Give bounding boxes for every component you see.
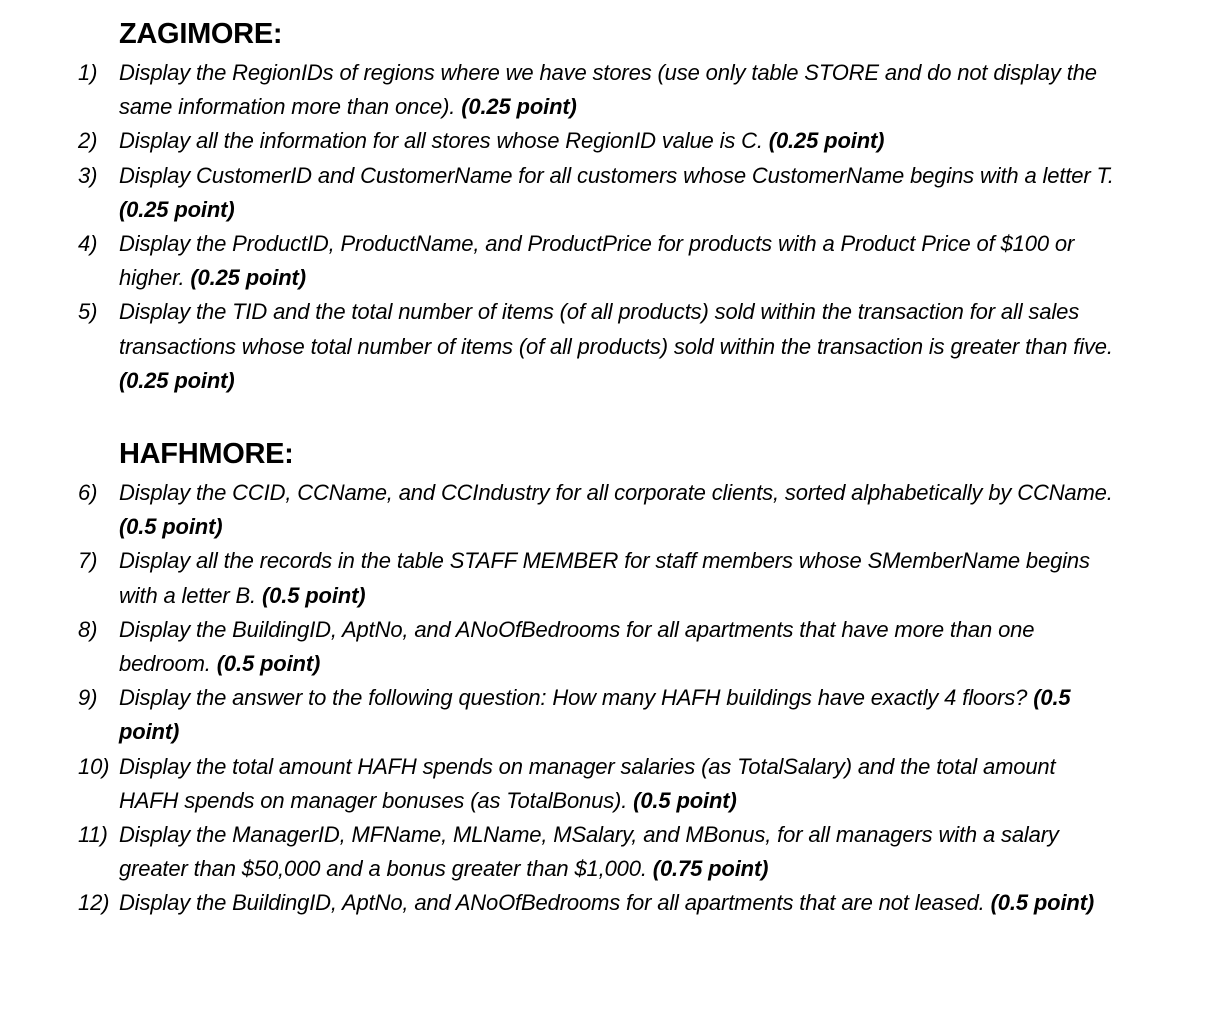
question-item-2 bbox=[78, 124, 1118, 158]
question-text: Display the TID and the total number of items (of all products) sold within the transaction for all sales transactions whose total number of items (of all products) sold within the transaction is greater than five. bbox=[119, 299, 1113, 359]
question-number: 5) bbox=[78, 299, 98, 325]
question-item-12 bbox=[78, 886, 1118, 920]
question-text: Display the CCID, CCName, and CCIndustry for all corporate clients, sorted alphabetically by CCName. bbox=[119, 480, 1113, 505]
question-number: 4) bbox=[78, 231, 98, 257]
question-points: (0.75 point) bbox=[652, 856, 769, 882]
question-number: 9) bbox=[78, 685, 98, 711]
question-number: 1) bbox=[78, 60, 98, 85]
question-points: (0.25 point) bbox=[768, 128, 885, 154]
question-item-4 bbox=[78, 227, 1118, 295]
question-text: Display the RegionIDs of regions where we have stores (use only table STORE and do not display the same information more than once). bbox=[119, 60, 1097, 120]
section-title-zagimore: ZAGIMORE: bbox=[119, 18, 283, 50]
question-number: 8) bbox=[78, 616, 98, 642]
question-item-8 bbox=[78, 613, 1118, 681]
question-text: Display the answer to the following question: How many HAFH buildings have exactly 4 floors? bbox=[119, 685, 1028, 711]
question-text: Display all the records in the table STAFF MEMBER for staff members whose SMemberName begins with a letter B. bbox=[119, 548, 1090, 608]
question-points: (0.25 point) bbox=[190, 265, 306, 291]
question-list-zagimore bbox=[78, 56, 1118, 398]
question-points: (0.5 point) bbox=[261, 582, 366, 608]
question-points: (0.5 point) bbox=[119, 685, 1071, 745]
question-text: Display the ProductID, ProductName, and ProductPrice for products with a Product Price of $100 or higher. bbox=[119, 231, 1075, 291]
question-points: (0.5 point) bbox=[990, 890, 1095, 916]
question-points: (0.5 point) bbox=[119, 514, 223, 540]
question-text: Display the BuildingID, AptNo, and ANoOfBedrooms for all apartments that have more than one bedroom. bbox=[119, 616, 1035, 677]
question-number: 2) bbox=[78, 128, 98, 154]
question-item-11 bbox=[78, 818, 1118, 886]
question-points: (0.5 point) bbox=[633, 787, 737, 813]
question-item-10 bbox=[78, 750, 1118, 818]
question-number: 11) bbox=[78, 822, 108, 848]
question-text: Display CustomerID and CustomerName for all customers whose CustomerName begins with a letter T. bbox=[119, 162, 1114, 188]
question-points: (0.25 point) bbox=[119, 196, 235, 222]
question-item-1 bbox=[78, 56, 1118, 124]
question-list-hafhmore bbox=[78, 476, 1118, 921]
question-points: (0.5 point) bbox=[216, 651, 321, 677]
section-title-hafhmore: HAFHMORE: bbox=[119, 438, 294, 470]
question-item-7 bbox=[78, 544, 1118, 612]
question-item-6 bbox=[78, 476, 1118, 544]
question-item-9 bbox=[78, 681, 1118, 749]
question-number: 6) bbox=[78, 480, 98, 505]
question-item-5 bbox=[78, 295, 1118, 398]
question-text: Display the BuildingID, AptNo, and ANoOfBedrooms for all apartments that are not leased. bbox=[119, 890, 985, 916]
question-number: 7) bbox=[78, 548, 98, 574]
question-text: Display the total amount HAFH spends on manager salaries (as TotalSalary) and the total amount HAFH spends on manager bonuses (as TotalBonus). bbox=[119, 753, 1056, 813]
question-number: 3) bbox=[78, 162, 98, 188]
question-text: Display the ManagerID, MFName, MLName, MSalary, and MBonus, for all managers with a salary greater than $50,000 and a bonus greater than $1,000. bbox=[119, 822, 1059, 882]
question-text: Display all the information for all stores whose RegionID value is C. bbox=[119, 128, 763, 154]
question-points: (0.25 point) bbox=[119, 367, 235, 393]
question-points: (0.25 point) bbox=[461, 94, 577, 120]
question-item-3 bbox=[78, 159, 1118, 227]
question-number: 10) bbox=[78, 753, 110, 779]
question-number: 12) bbox=[78, 890, 110, 916]
